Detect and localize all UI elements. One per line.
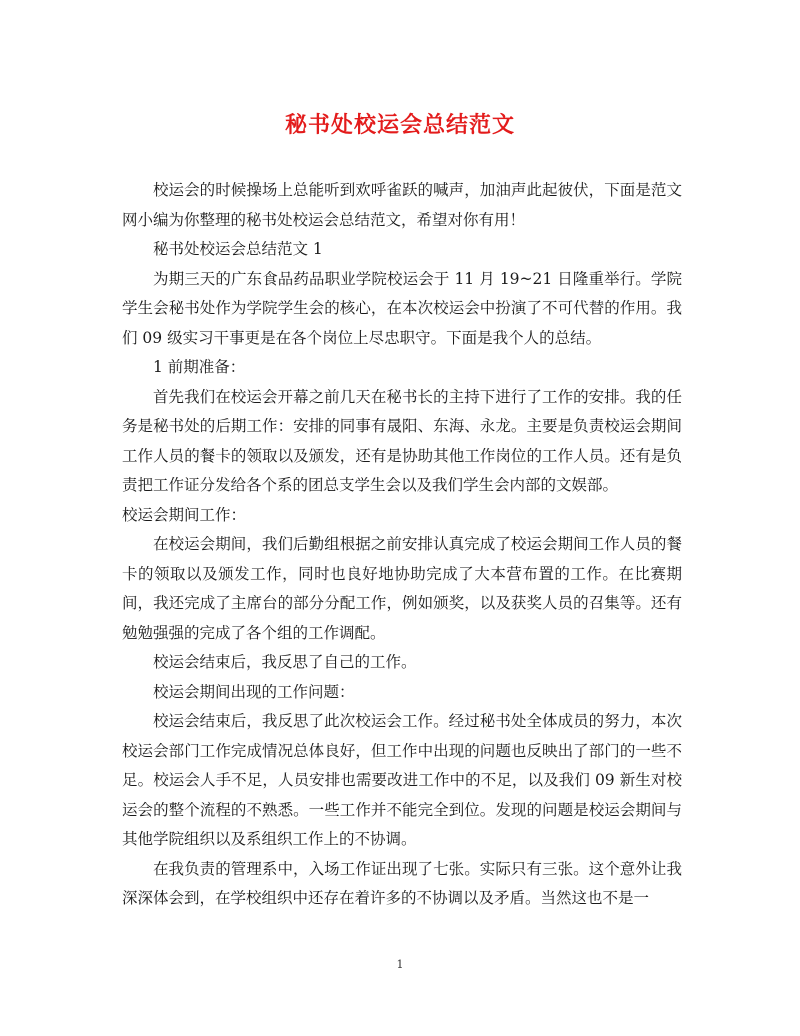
paragraph: 校运会结束后，我反思了此次校运会工作。经过秘书处全体成员的努力，本次校运会部门工作完成情况总体良好，但工作中出现的问题也反映出了部门的一些不足。校运会人手不足，人员安排也需要改进工作中的不足，以及我们 09 新生对校运会的整个流程的不熟悉。一些工作并不能完全到位。发现的问题是校运会期间与其他学院组织以及系组织工作上的不协调。: [122, 712, 682, 848]
paragraph: 首先我们在校运会开幕之前几天在秘书长的主持下进行了工作的安排。我的任务是秘书处的后期工作：安排的同事有晟阳、东海、永龙。主要是负责校运会期间工作人员的餐卡的领取以及颁发，还有是协助其他工作岗位的工作人员。还有是负责把工作证分发给各个系的团总支学生会以及我们学生会内部的文娱部。: [122, 387, 682, 494]
paragraph: 在我负责的管理系中，入场工作证出现了七张。实际只有三张。这个意外让我深深体会到，在学校组织中还存在着许多的不协调以及矛盾。当然这也不是一: [122, 859, 682, 907]
paragraph: 在校运会期间，我们后勤组根据之前安排认真完成了校运会期间工作人员的餐卡的领取以及颁发工作，同时也良好地协助完成了大本营布置的工作。在比赛期间，我还完成了主席台的部分分配工作，例如颁奖，以及获奖人员的召集等。还有勉勉强强的完成了各个组的工作调配。: [122, 535, 682, 642]
section-heading: 校运会期间出现的工作问题：: [153, 682, 355, 701]
paragraph: 为期三天的广东食品药品职业学院校运会于 11 月 19~21 日隆重举行。学院学生会秘书处作为学院学生会的核心，在本次校运会中扮演了不可代替的作用。我们 09 级实习干事更是在各个岗位上尽忠职守。下面是我个人的总结。: [122, 269, 682, 347]
paragraph: 校运会结束后，我反思了自己的工作。: [153, 653, 417, 671]
section-heading: 校运会期间工作：: [122, 505, 247, 524]
page-number: 1: [396, 958, 404, 971]
section-heading: 秘书处校运会总结范文 1: [153, 240, 323, 258]
paragraph-intro: 校运会的时候操场上总能听到欢呼雀跃的喊声，加油声此起彼伏，下面是范文网小编为你整理的秘书处校运会总结范文，希望对你有用！: [122, 181, 682, 229]
document-body: [122, 176, 682, 914]
document-title: 秘书处校运会总结范文: [284, 112, 515, 138]
section-heading: 1 前期准备：: [153, 358, 246, 376]
